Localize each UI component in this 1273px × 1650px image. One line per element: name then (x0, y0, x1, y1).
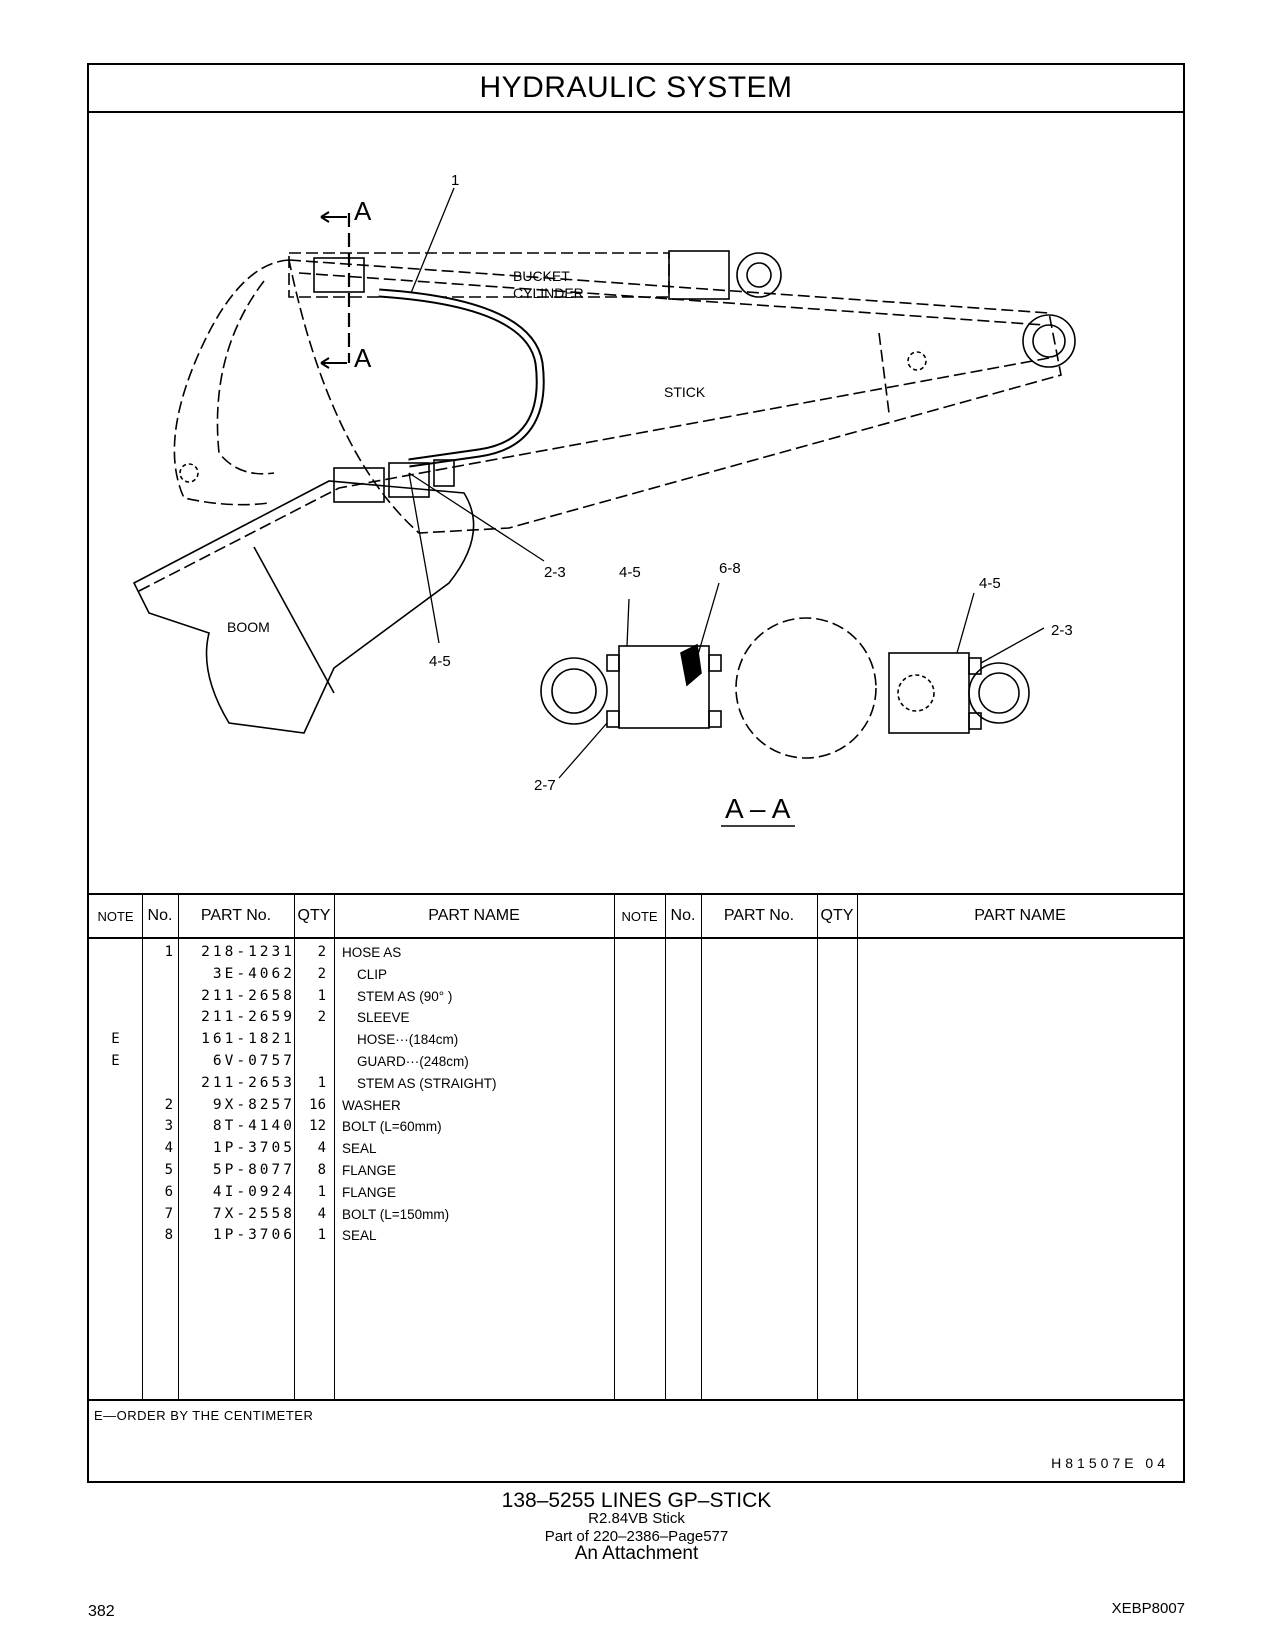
header-part-no: PART No. (200, 907, 272, 924)
row-qty: 1 (317, 1074, 326, 1091)
table-row (89, 1028, 1183, 1051)
row-note (89, 1137, 142, 1160)
caption-model: R2.84VB Stick (588, 1510, 685, 1527)
row-note (89, 1159, 142, 1182)
row-part-name: BOLT (L=150mm) (342, 1206, 450, 1222)
parts-sheet-frame (87, 63, 1185, 1483)
row-part-name: STEM AS (90° ) (357, 988, 453, 1004)
row-item-no: 8 (164, 1227, 173, 1244)
header-part-no-2: PART No. (723, 907, 795, 924)
row-item-no: 6 (164, 1183, 173, 1200)
row-qty (300, 1050, 326, 1073)
row-qty (300, 1028, 326, 1051)
row-part-name: CLIP (357, 966, 388, 982)
table-body (89, 939, 1183, 1401)
header-qty-2: QTY (820, 907, 854, 924)
bracket-outline (174, 260, 289, 505)
document-code: XEBP8007 (1111, 1600, 1185, 1617)
header-no: No. (147, 907, 173, 924)
header-part-name-2: PART NAME (974, 907, 1066, 924)
diagram-drawing (89, 113, 1183, 893)
header-note-2: NOTE (621, 908, 658, 924)
row-qty: 4 (317, 1140, 326, 1157)
callout-2-7: 2-7 (534, 777, 556, 794)
table-row (89, 1006, 1183, 1029)
title-bar (89, 65, 1183, 113)
row-note (89, 1224, 142, 1247)
row-qty: 1 (317, 987, 326, 1004)
table-row (89, 1181, 1183, 1204)
row-item-no: 5 (164, 1162, 173, 1178)
table-row (89, 1094, 1183, 1117)
row-note (89, 985, 142, 1008)
row-part-name: BOLT (L=60mm) (342, 1119, 442, 1135)
row-qty: 2 (317, 965, 326, 982)
row-part-no: 3E-4062 (212, 965, 295, 982)
table-row (89, 1159, 1183, 1182)
row-part-no: 218-1231 (201, 944, 295, 960)
row-item-no (142, 1006, 173, 1029)
section-circle (736, 618, 876, 758)
stick-label: STICK (664, 384, 706, 400)
row-part-name: HOSE AS (342, 945, 402, 960)
callout-4-5-right: 4-5 (979, 575, 1001, 592)
row-item-no: 3 (164, 1118, 173, 1135)
footnote: E―ORDER BY THE CENTIMETER (94, 1408, 314, 1423)
section-a-bottom-label: A (354, 343, 372, 373)
callout-1: 1 (451, 172, 460, 189)
callout-2-3-right: 2-3 (1051, 622, 1073, 639)
row-part-no: 1P-3706 (212, 1227, 295, 1244)
callout-2-3-main: 2-3 (544, 564, 566, 581)
row-part-name: HOSE···(184cm) (357, 1032, 459, 1048)
page-number: 382 (88, 1603, 115, 1620)
row-note (89, 1115, 142, 1138)
row-qty: 2 (317, 944, 326, 960)
row-item-no: 1 (164, 944, 173, 960)
section-view-label: A – A (725, 793, 791, 824)
boom-label: BOOM (227, 619, 270, 635)
row-note: E (111, 1053, 120, 1069)
table-row (89, 1203, 1183, 1226)
row-part-no: 211-2659 (201, 1009, 295, 1026)
row-part-name: GUARD···(248cm) (357, 1054, 469, 1069)
row-item-no (142, 1050, 173, 1073)
table-row (89, 985, 1183, 1008)
row-note (89, 1203, 142, 1226)
row-item-no: 4 (164, 1140, 173, 1157)
table-row (89, 1224, 1183, 1247)
header-no-2: No. (670, 907, 696, 924)
row-qty: 1 (317, 1183, 326, 1200)
row-part-no: 5P-8077 (212, 1162, 295, 1178)
bucket-cylinder (289, 253, 669, 297)
row-part-name: SEAL (342, 1228, 377, 1244)
caption-title: 138–5255 LINES GP–STICK (501, 1489, 772, 1512)
row-part-no: 8T-4140 (212, 1118, 295, 1135)
row-part-name: STEM AS (STRAIGHT) (357, 1075, 497, 1091)
row-note (89, 941, 142, 964)
row-part-no: 6V-0757 (212, 1053, 295, 1069)
row-qty: 1 (317, 1227, 326, 1244)
row-note (89, 1181, 142, 1204)
row-item-no (142, 1028, 173, 1051)
row-part-name: SEAL (342, 1141, 377, 1157)
callout-4-5-main: 4-5 (429, 653, 451, 670)
table-row (89, 1050, 1183, 1073)
row-part-no: 211-2653 (201, 1074, 295, 1091)
caption-part-of: Part of 220–2386–Page577 (544, 1528, 729, 1545)
row-note (89, 963, 142, 986)
callout-6-8: 6-8 (719, 560, 741, 577)
table-row (89, 941, 1183, 964)
hydraulic-diagram (89, 113, 1183, 893)
row-part-name: FLANGE (342, 1163, 397, 1178)
parts-table (89, 893, 1183, 1393)
row-part-name: WASHER (342, 1097, 401, 1113)
row-part-no: 4I-0924 (212, 1183, 295, 1200)
row-note (89, 1006, 142, 1029)
row-item-no: 7 (164, 1205, 173, 1222)
cylinder-label: CYLINDER (513, 285, 584, 301)
row-part-no: 161-1821 (201, 1031, 295, 1048)
drawing-code: H81507E 04 (1051, 1455, 1169, 1471)
header-note: NOTE (97, 908, 134, 924)
row-item-no (142, 1072, 173, 1095)
row-part-no: 9X-8257 (212, 1096, 295, 1113)
boom-outline (134, 481, 474, 733)
row-note: E (111, 1031, 120, 1048)
row-part-name: SLEEVE (357, 1010, 410, 1026)
caption-attachment: An Attachment (574, 1543, 699, 1564)
table-row (89, 963, 1183, 986)
row-note (89, 1094, 142, 1117)
row-item-no (142, 985, 173, 1008)
row-item-no (142, 963, 173, 986)
table-row (89, 1072, 1183, 1095)
section-a-top-label: A (354, 196, 372, 226)
row-qty: 16 (309, 1096, 326, 1113)
header-qty: QTY (297, 907, 331, 924)
row-qty: 4 (317, 1205, 326, 1222)
row-part-no: 1P-3705 (212, 1140, 295, 1157)
page-title: HYDRAULIC SYSTEM (479, 71, 793, 104)
row-part-name: FLANGE (342, 1184, 397, 1200)
row-item-no: 2 (164, 1096, 173, 1113)
row-note (89, 1072, 142, 1095)
row-qty: 12 (309, 1118, 326, 1135)
row-part-no: 211-2658 (201, 987, 295, 1004)
flange-block-right (889, 653, 969, 733)
callout-4-5-detail: 4-5 (619, 564, 641, 581)
header-part-name: PART NAME (428, 907, 520, 924)
row-part-no: 7X-2558 (212, 1205, 295, 1222)
row-qty: 2 (317, 1009, 326, 1026)
table-row (89, 1137, 1183, 1160)
table-row (89, 1115, 1183, 1138)
row-qty: 8 (317, 1162, 326, 1178)
table-header (89, 893, 1183, 939)
bucket-label: BUCKET (513, 268, 570, 284)
